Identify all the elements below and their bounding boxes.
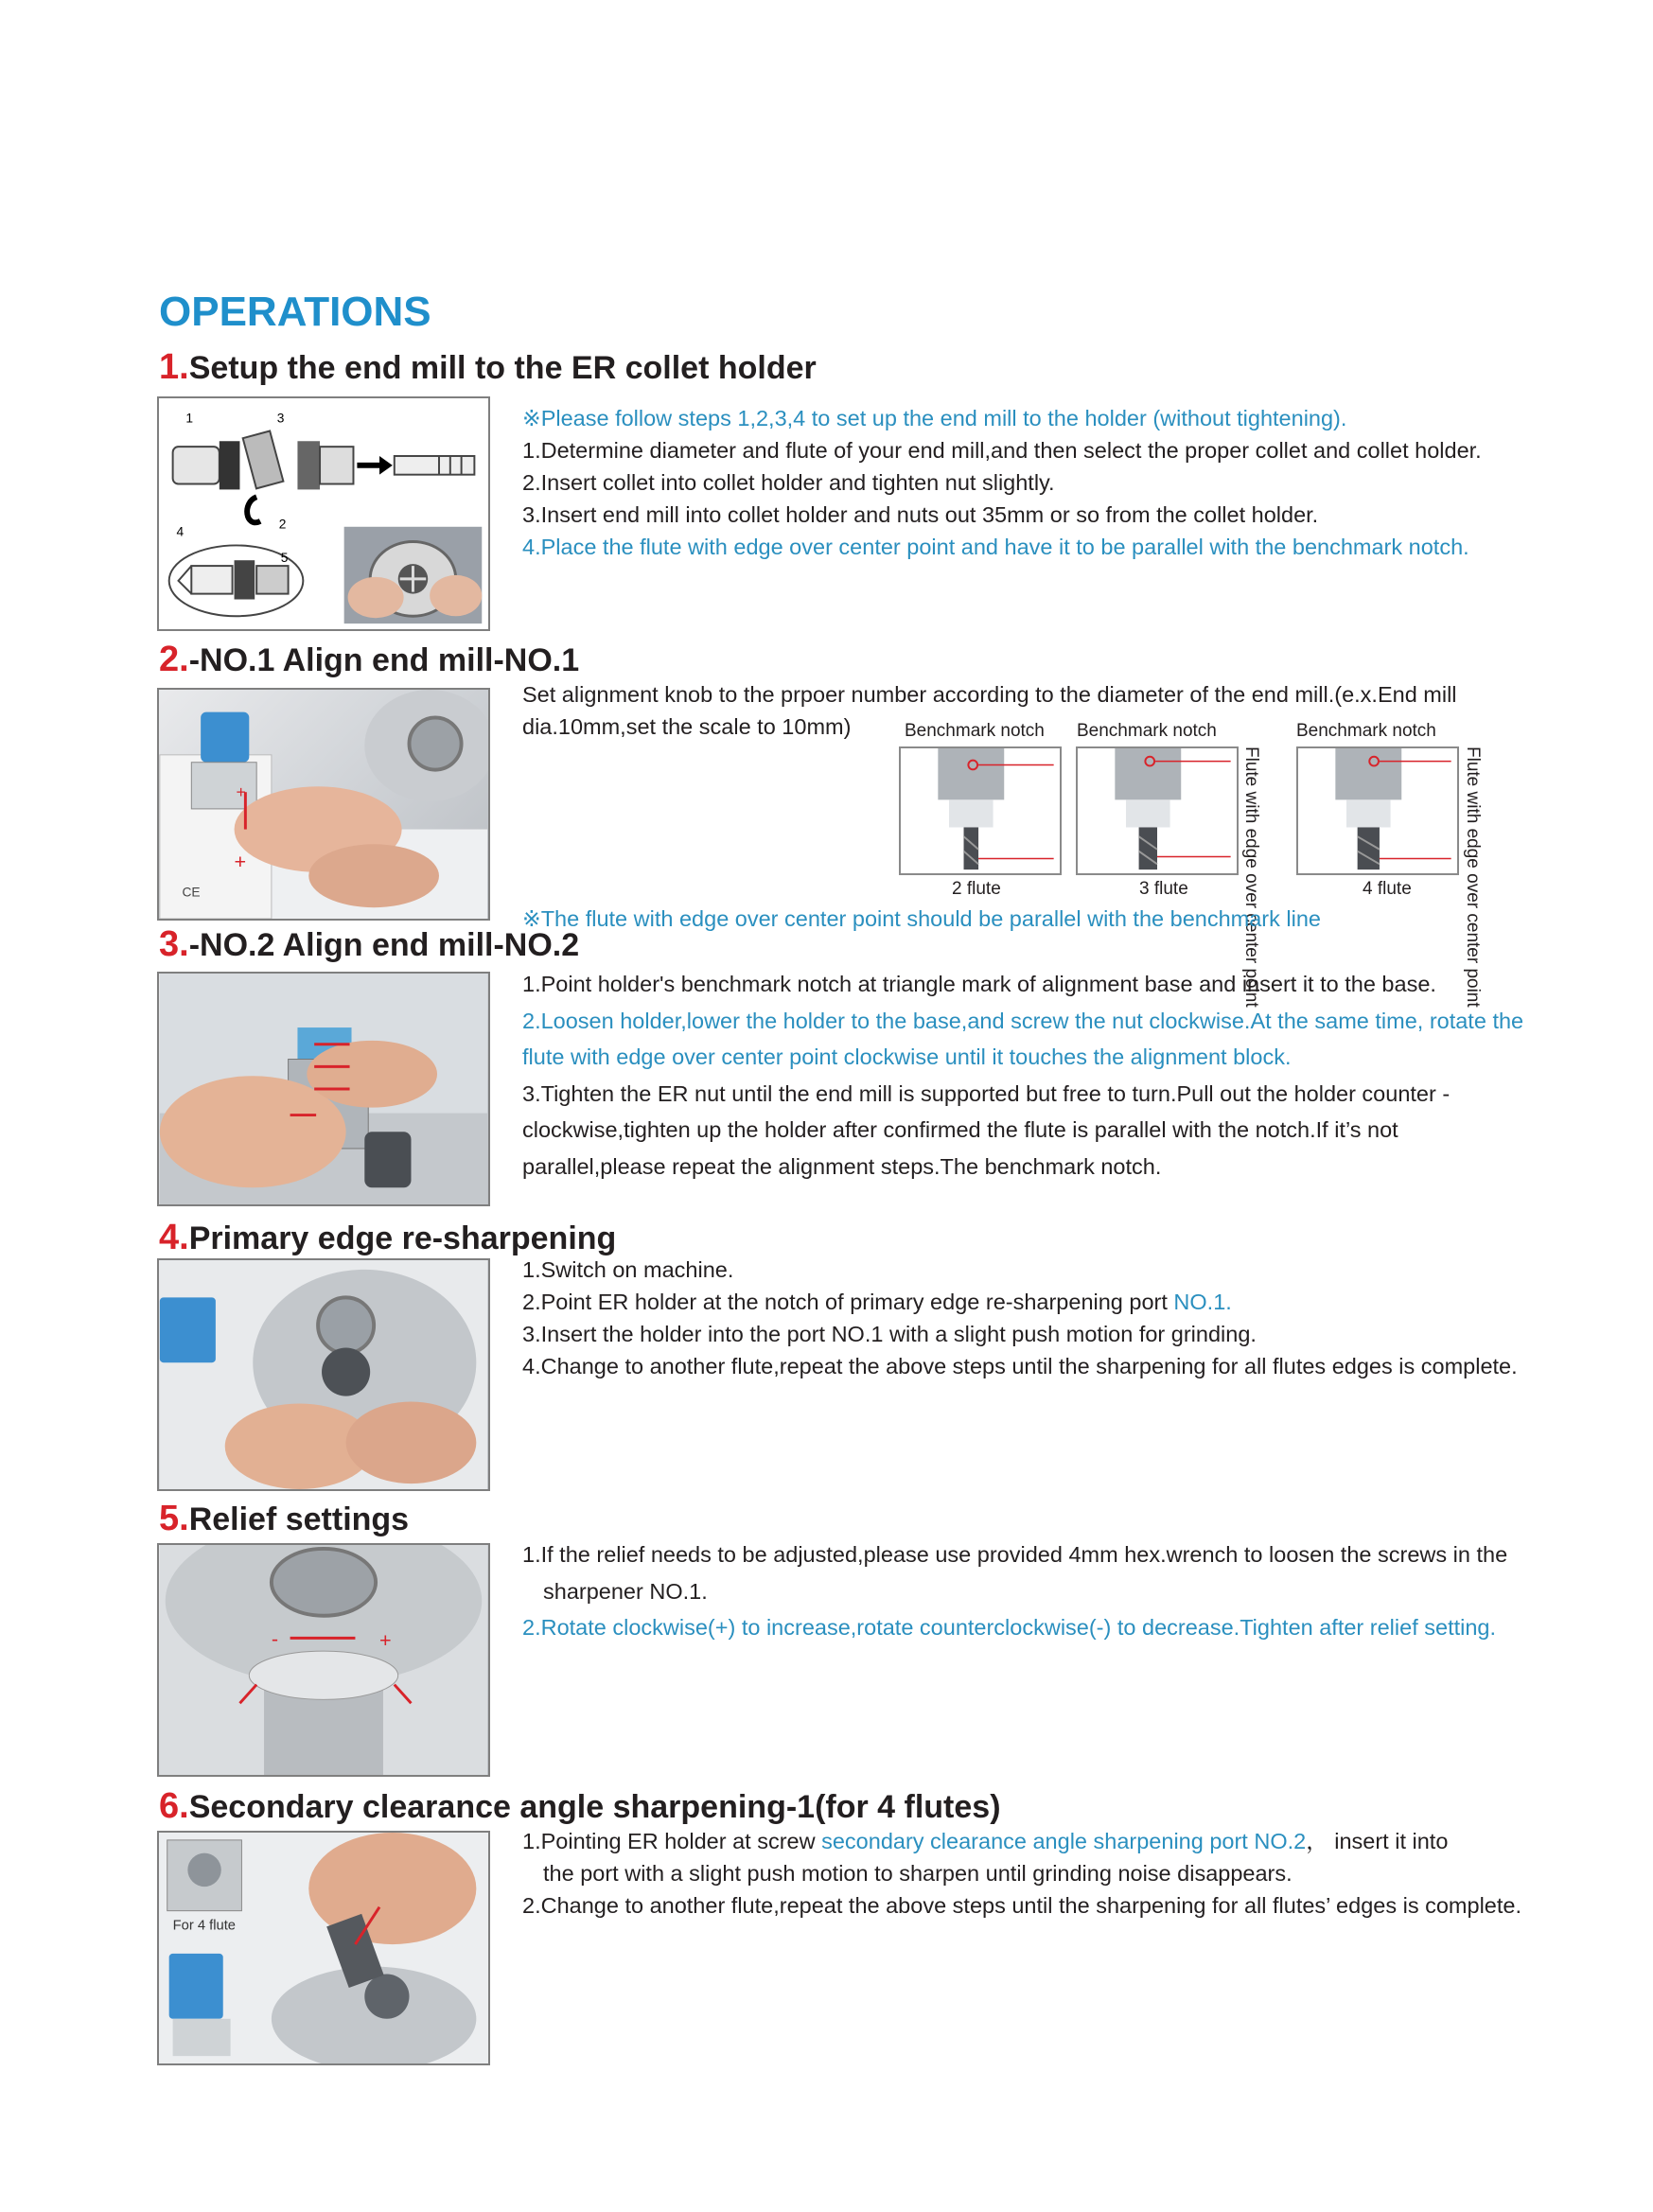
step-text: 1.If the relief needs to be adjusted,please use provided 4mm hex.wrench to loosen the screws in the sharpener NO.1. — [522, 1542, 1508, 1604]
diagram-label: 2 — [278, 517, 287, 532]
alignment-base-illustration — [159, 974, 488, 1204]
section-5-body — [522, 1536, 1525, 1646]
section-2-text: Set alignment knob to the prpoer number according to the diameter of the end mill.(e.x.End mill dia.10mm,set the scale to 10mm) — [522, 682, 1457, 739]
section-2-note: ※The flute with edge over center point should be parallel with the benchmark line — [522, 906, 1321, 931]
section-title: -NO.2 Align end mill-NO.2 — [188, 927, 580, 963]
step-text — [522, 1825, 1525, 1857]
section-title: Primary edge re-sharpening — [188, 1220, 617, 1256]
figure-top-label: Benchmark notch — [1077, 721, 1217, 741]
end-mill-drawing — [901, 748, 1060, 873]
section-number: 2. — [159, 640, 189, 679]
section-title: Secondary clearance angle sharpening-1(for 4 flutes) — [188, 1789, 1001, 1825]
align-knob-photo — [157, 688, 490, 921]
port-highlight: secondary clearance angle sharpening port NO.2 — [821, 1829, 1307, 1853]
align-knob-illustration — [159, 690, 488, 919]
port-highlight: NO.1. — [1173, 1290, 1232, 1314]
svg-text:+: + — [379, 1628, 392, 1653]
four-flute-figure — [1296, 746, 1459, 875]
primary-sharpening-photo — [157, 1258, 490, 1491]
step-text: 3.Insert the holder into the port NO.1 with a slight push motion for grinding. — [522, 1322, 1257, 1346]
diagram-label: 3 — [276, 411, 285, 426]
section-number: 1. — [159, 347, 189, 387]
figure-bottom-label: 2 flute — [952, 879, 1001, 899]
step-text: 2.Loosen holder,lower the holder to the base,and screw the nut clockwise.At the same time, rotate the flute with edge over center point clockwise until it touches the alignment block. — [522, 1008, 1524, 1069]
relief-settings-photo — [157, 1543, 490, 1777]
section-6-body — [522, 1825, 1525, 1922]
svg-text:+: + — [236, 782, 246, 802]
step-text: 3.Insert end mill into collet holder and nuts out 35mm or so from the collet holder. — [522, 502, 1319, 527]
section-1-heading — [159, 347, 817, 388]
section-5-heading — [159, 1499, 409, 1539]
three-flute-figure — [1076, 746, 1239, 875]
primary-sharpening-illustration — [159, 1260, 488, 1489]
two-flute-figure — [899, 746, 1062, 875]
collet-setup-illustration — [159, 398, 488, 629]
section-number: 5. — [159, 1499, 189, 1538]
diagram-label: 1 — [185, 411, 194, 426]
figure-bottom-label: 3 flute — [1139, 879, 1188, 899]
secondary-clearance-illustration — [159, 1833, 488, 2063]
step-text: 4.Change to another flute,repeat the above steps until the sharpening for all flutes edges is complete. — [522, 1354, 1518, 1378]
figure-top-label: Benchmark notch — [1296, 721, 1436, 741]
end-mill-drawing — [1078, 748, 1237, 873]
step-text: 4.Place the flute with edge over center point and have it to be parallel with the benchmark notch. — [522, 535, 1469, 559]
step-text: 2.Rotate clockwise(+) to increase,rotate counterclockwise(-) to decrease.Tighten after relief setting. — [522, 1615, 1497, 1640]
section-1-body — [522, 402, 1525, 563]
step-text: 2.Insert collet into collet holder and tighten nut slightly. — [522, 470, 1055, 495]
diagram-label: 4 — [176, 524, 185, 539]
section-4-body — [522, 1254, 1525, 1382]
note-text: ※Please follow steps 1,2,3,4 to set up the end mill to the holder (without tightening). — [522, 406, 1347, 430]
svg-text:+: + — [234, 849, 247, 873]
page-title: OPERATIONS — [159, 289, 431, 335]
step-text: 2.Change to another flute,repeat the above steps until the sharpening for all flutes’ edges is complete. — [522, 1893, 1521, 1918]
end-mill-drawing — [1298, 748, 1457, 873]
section-number: 6. — [159, 1786, 189, 1826]
section-6-heading — [159, 1786, 1001, 1827]
alignment-base-photo — [157, 972, 490, 1206]
section-4-heading — [159, 1218, 616, 1258]
relief-settings-illustration — [159, 1545, 488, 1775]
section-title: -NO.1 Align end mill-NO.1 — [188, 642, 580, 678]
section-title: Relief settings — [188, 1501, 410, 1537]
section-title: Setup the end mill to the ER collet holder — [188, 350, 817, 386]
step-text: 1.Switch on machine. — [522, 1257, 734, 1282]
step-text — [522, 1286, 1525, 1318]
step-text: 1.Point holder's benchmark notch at triangle mark of alignment base and insert it to the base. — [522, 972, 1436, 996]
collet-setup-diagram — [157, 396, 490, 631]
section-3-heading — [159, 924, 579, 965]
section-number: 4. — [159, 1218, 189, 1257]
flute-edge-label: Flute with edge over center point — [1241, 746, 1261, 1008]
figure-top-label: Benchmark notch — [905, 721, 1045, 741]
section-number: 3. — [159, 924, 189, 964]
flute-edge-label: Flute with edge over center point — [1463, 746, 1483, 1008]
step-text: 1.Determine diameter and flute of your end mill,and then select the proper collet and collet holder. — [522, 438, 1482, 463]
secondary-clearance-photo — [157, 1831, 490, 2065]
section-3-body — [522, 966, 1525, 1185]
step-text-main: 1.Pointing ER holder at screw — [522, 1829, 822, 1853]
step-text: 3.Tighten the ER nut until the end mill is supported but free to turn.Pull out the holder counter -clockwise,tighten up the holder after confirmed the flute is parallel with the notch.If it’s not parallel,please repeat the alignment steps.The benchmark notch. — [522, 1080, 1451, 1179]
diagram-label: 5 — [280, 551, 289, 566]
section-2-heading — [159, 640, 579, 680]
step-text-tail: ， insert it into — [1306, 1829, 1449, 1853]
step-text-main: 2.Point ER holder at the notch of primary edge re-sharpening port — [522, 1290, 1174, 1314]
ce-mark: CE — [182, 885, 201, 900]
svg-text:-: - — [271, 1626, 279, 1651]
step-text: the port with a slight push motion to sharpen until grinding noise disappears. — [543, 1861, 1293, 1886]
inset-label: For 4 flute — [172, 1918, 237, 1934]
figure-bottom-label: 4 flute — [1363, 879, 1412, 899]
